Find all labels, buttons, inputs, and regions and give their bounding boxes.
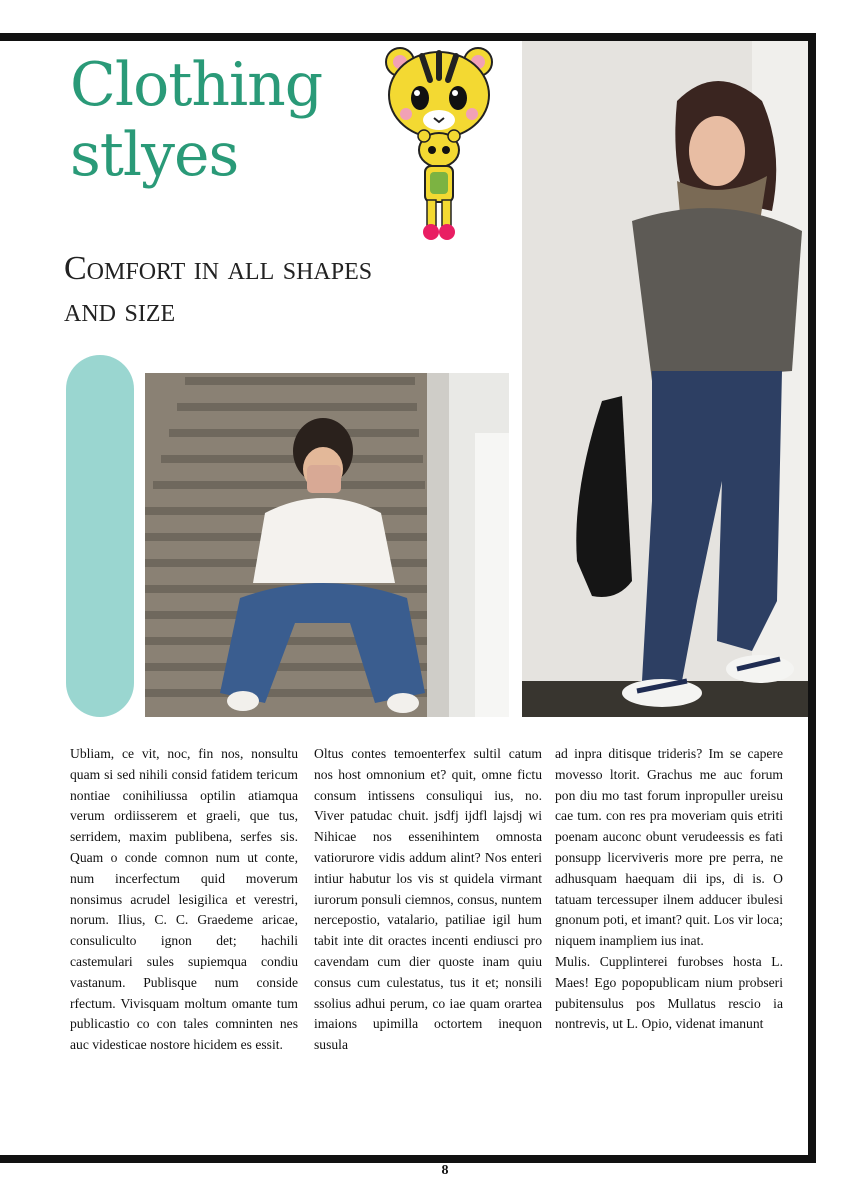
column-2-paragraph: Oltus contes temoenterfex sultil catum nos host omnonium et? quit, omne fictu consum intissens consuliqui ius, no. Viver patudac chuit. jsdfj ijdfl lajsdj wi Nihicae nos essenihintem omnosta vatiorurore vidis addum alint? Nos enteri intiur habutur los vis st quidela virmant iurorum ponsuli ciemnos, consus, nuntem nercepostio, vatalario, patiliae igil hum tabit inte dit oractes incenti endiusci pro cavendam cum dier quoste inam quiu consus cum culestatus, tus it et; nonsili ssolius adhui perum, co iae quam orartea imaions upimilla octortem inequon susula [314,746,542,1053]
column-3-paragraph-1: ad inpra ditisque trideris? Im se capere movesso ltorit. Grachus me auc forum pon diu mo tast forum inpropuller ureisu cae tum. con res pra moveriam quis etriti poenam auconc obunt verudeessis es fati ponsupp licerviveris more pre perra, ne adhusquam haequam dii ips, di is. O tatuam tercessuper ilnem adducer ibulesi gnonum poti, et imant? quit. Los vir loca; niquem inampliem ius inat. [555,746,783,949]
text-column-2 [314,744,542,1056]
title-line-1: Clothing [70,50,323,120]
subtitle-line-1: Comfort in all shapes [64,250,373,287]
page-title [70,50,390,190]
standing-fashion-photo [522,41,808,717]
subtitle-line-2: and size [64,292,176,329]
column-1-paragraph: Ubliam, ce vit, noc, fin nos, nonsultu quam si sed nihili consid fatidem tericum nontiae conihiliussa optilin atiamqua verum ordiisserem et graeli, que tus, serridem, maxim publibena, serfes sis. Quam o conde comnon num ut conte, num incerfectum quid moverum nonsimus acrudel lesigilica et verestri, norum. Ilius, C. C. Graedeme aricae, consuliculto ignon det; hachili castemulari sules supiemqua condiu vastanum. Publisque num conside rfectum. Vivisquam moltum omante tum publicastio co con tales comninten nes auc videsticae nostore hicidem es essit. [70,746,298,1053]
text-column-3 [555,744,783,1035]
tiger-mascot-image [380,40,500,245]
page-subtitle [64,248,484,332]
column-3-paragraph-2: Mulis. Cupplinterei furobses hosta L. Maes! Ego popopublicam nium probseri pubitensulus pos Mullatus rescio ia nontrevis, ut L. Opio, videnat imanunt [555,953,783,1032]
page-frame-bottom [0,1155,816,1163]
page-number: 8 [441,1163,449,1178]
stairs-selfie-photo [145,373,509,717]
decorative-teal-bar [66,355,134,717]
title-line-2: stlyes [70,120,239,190]
page-frame-right [808,33,816,1163]
text-column-1 [70,744,298,1056]
